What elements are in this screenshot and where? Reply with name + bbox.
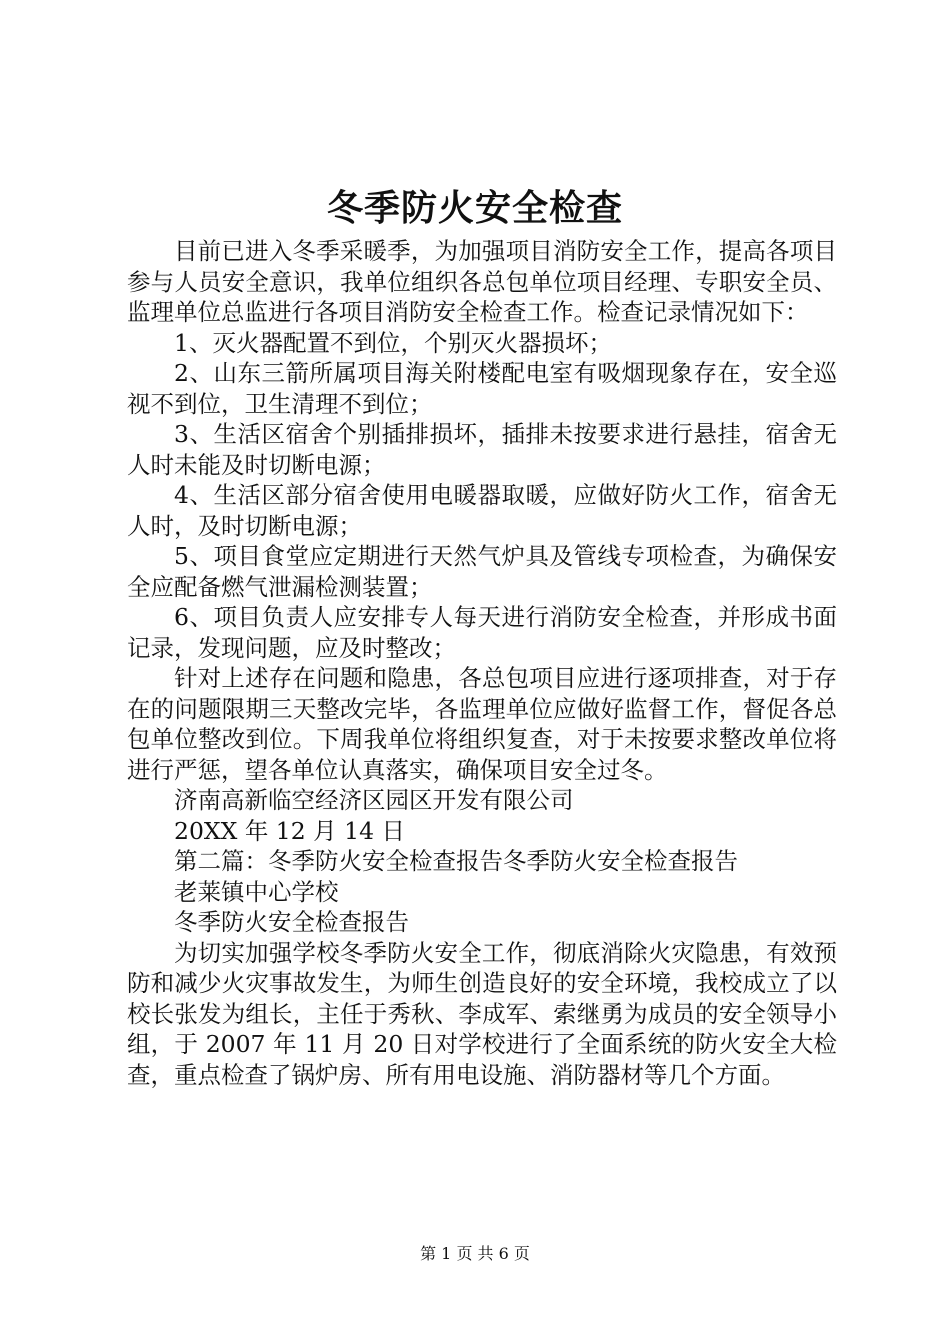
paragraph-signature-date: 20XX 年 12 月 14 日 bbox=[174, 816, 406, 845]
paragraph-school-name: 老莱镇中心学校 bbox=[174, 877, 339, 906]
paragraph-item-3: 3、生活区宿舍个别插排损坏，插排未按要求进行悬挂，宿舍无人时未能及时切断电源； bbox=[127, 420, 837, 479]
document-body bbox=[127, 236, 837, 1090]
paragraph-report-body: 为切实加强学校冬季防火安全工作，彻底消除火灾隐患，有效预防和减少火灾事故发生，为师生创造良好的安全环境，我校成立了以校长张发为组长，主任于秀秋、李成军、索继勇为成员的安全领导小组，于 2007 年 11 月 20 日对学校进行了全面系统的防火安全大检查，重点检查了锅炉房、所有用电设施、消防器材等几个方面。 bbox=[127, 938, 837, 1089]
paragraph-item-1: 1、灭火器配置不到位，个别灭火器损坏； bbox=[174, 328, 612, 357]
paragraph-item-6: 6、项目负责人应安排专人每天进行消防安全检查，并形成书面记录，发现问题，应及时整改； bbox=[127, 603, 837, 662]
paragraph-conclusion: 针对上述存在问题和隐患，各总包项目应进行逐项排查，对于存在的问题限期三天整改完毕，各监理单位应做好监督工作，督促各总包单位整改到位。下周我单位将组织复查，对于未按要求整改单位将进行严惩，望各单位认真落实，确保项目安全过冬。 bbox=[127, 664, 837, 784]
paragraph-item-5: 5、项目食堂应定期进行天然气炉具及管线专项检查，为确保安全应配备燃气泄漏检测装置； bbox=[127, 542, 837, 601]
paragraph-signature-org: 济南高新临空经济区园区开发有限公司 bbox=[174, 786, 574, 814]
paragraph-intro: 目前已进入冬季采暖季，为加强项目消防安全工作，提高各项目参与人员安全意识，我单位组织各总包单位项目经理、专职安全员、监理单位总监进行各项目消防安全检查工作。检查记录情况如下： bbox=[127, 237, 837, 326]
paragraph-item-4: 4、生活区部分宿舍使用电暖器取暖，应做好防火工作，宿舍无人时，及时切断电源； bbox=[127, 481, 837, 540]
document-title: 冬季防火安全检查 bbox=[326, 187, 623, 229]
paragraph-report-title: 冬季防火安全检查报告 bbox=[174, 908, 409, 936]
paragraph-section-heading: 第二篇：冬季防火安全检查报告冬季防火安全检查报告 bbox=[174, 847, 738, 875]
page-footer: 第 1 页 共 6 页 bbox=[420, 1244, 530, 1263]
paragraph-item-2: 2、山东三箭所属项目海关附楼配电室有吸烟现象存在，安全巡视不到位，卫生清理不到位； bbox=[127, 359, 837, 418]
